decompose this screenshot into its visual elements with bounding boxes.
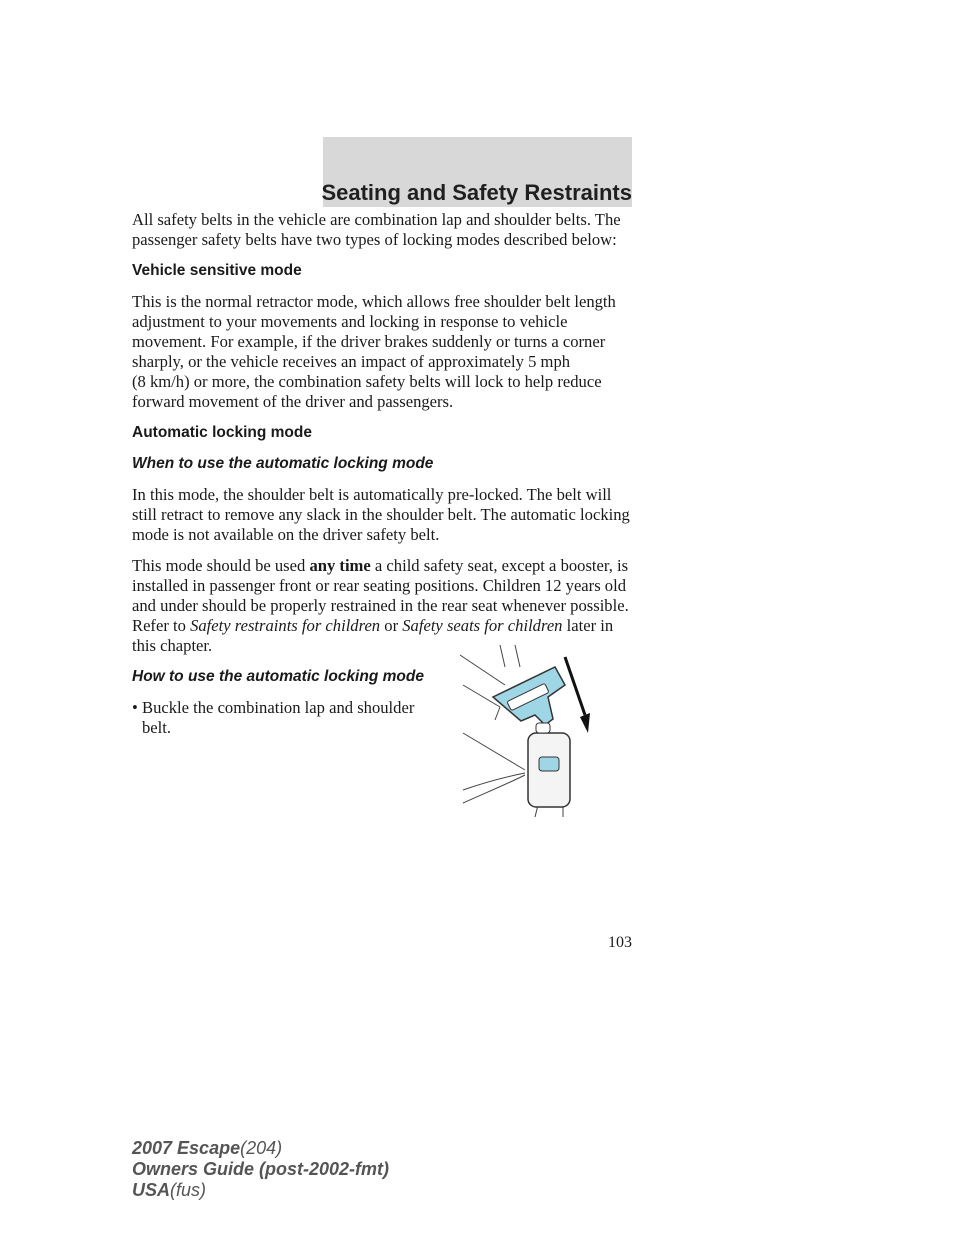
bullet-mark: • bbox=[132, 698, 138, 717]
footer-line-1 bbox=[132, 1138, 389, 1159]
para2-text-a: This mode should be used bbox=[132, 556, 310, 575]
buckle-slot bbox=[539, 757, 559, 771]
seat-belt-buckle-icon bbox=[455, 645, 605, 820]
footer-market: USA bbox=[132, 1180, 171, 1200]
ref-safety-seats-children: Safety seats for children bbox=[402, 616, 567, 635]
vehicle-sensitive-paragraph bbox=[132, 292, 632, 412]
arrow-down-icon bbox=[565, 657, 590, 733]
footer-line-3 bbox=[132, 1180, 389, 1201]
vehicle-sensitive-body-2: (8 km/h) or more, the combination safety belts will lock to help reduce forward movement of the driver and passengers. bbox=[132, 372, 602, 411]
how-to-use-heading: How to use the automatic locking mode bbox=[132, 668, 424, 685]
footer-line-2 bbox=[132, 1159, 389, 1180]
intro-paragraph: All safety belts in the vehicle are combination lap and shoulder belts. The passenger safety belts have two types of locking modes described below: bbox=[132, 210, 621, 249]
ref-safety-restraints-children: Safety restraints for children bbox=[190, 616, 385, 635]
para2-emphasis: any time bbox=[309, 556, 375, 575]
para2-text-c: later in this chapter. bbox=[132, 616, 614, 655]
automatic-paragraph-2 bbox=[132, 556, 632, 656]
section-title: Seating and Safety Restraints bbox=[321, 180, 632, 205]
bullet-item bbox=[132, 698, 432, 738]
footer-model-code: (204) bbox=[240, 1138, 283, 1158]
footer-model: 2007 Escape bbox=[132, 1138, 241, 1158]
footer-market-code: (fus) bbox=[170, 1180, 207, 1200]
page-number: 103 bbox=[608, 934, 632, 951]
automatic-paragraph-1: In this mode, the shoulder belt is automatically pre-locked. The belt will still retract to remove any slack in the shoulder belt. The automatic locking mode is not available on the driver safety belt. bbox=[132, 485, 630, 544]
footer-meta bbox=[132, 1138, 389, 1201]
para2-or: or bbox=[384, 616, 403, 635]
vehicle-sensitive-heading: Vehicle sensitive mode bbox=[132, 262, 302, 279]
para2-text-b: a child safety seat, except a booster, is installed in passenger front or rear seating positions. Children 12 years old and under should be properly restrained in the rear seat whenever possible. Refer to bbox=[132, 556, 629, 635]
vehicle-sensitive-body-1: This is the normal retractor mode, which allows free shoulder belt length adjustment to your movements and locking in response to vehicle movement. For example, if the driver brakes suddenly or turns a corner sharply, or the vehicle receives an impact of approximately 5 mph bbox=[132, 292, 616, 371]
bullet-text: Buckle the combination lap and shoulder belt. bbox=[142, 698, 415, 737]
automatic-locking-heading: Automatic locking mode bbox=[132, 424, 312, 441]
when-to-use-heading: When to use the automatic locking mode bbox=[132, 455, 434, 472]
tongue-latch-hole bbox=[536, 723, 550, 733]
footer-guide: Owners Guide (post-2002-fmt) bbox=[132, 1159, 390, 1179]
